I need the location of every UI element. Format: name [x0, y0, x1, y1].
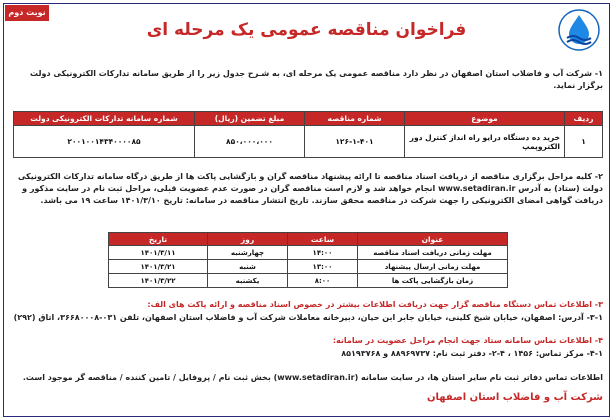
cell-date: ۱۴۰۱/۳/۲۱ — [109, 260, 208, 274]
cell-subject: خرید ده دستگاه درایو راه انداز کنترل دور الکتروپمپ — [405, 126, 565, 158]
tender-table — [13, 111, 603, 158]
cell-tender-number: ۱۲۶-۱-۴۰۱ — [305, 126, 405, 158]
contact-section-heading: ۳- اطلاعات تماس دستگاه مناقصه گزار جهت دریافت اطلاعات بیشتر در خصوص اسناد مناقصه و ارائه پاکت های الف: — [147, 300, 603, 309]
cell-title: مهلت زمانی ارسال پیشنهاد — [358, 260, 508, 274]
schedule-table — [108, 232, 508, 288]
table-row — [109, 246, 508, 260]
col-day: روز — [208, 233, 288, 246]
col-row: ردیف — [565, 112, 603, 126]
cell-title: مهلت زمانی دریافت اسناد مناقصه — [358, 246, 508, 260]
cell-day: چهارشنبه — [208, 246, 288, 260]
intro-paragraph: ۱- شرکت آب و فاضلاب استان اصفهان در نظر دارد مناقصه عمومی یک مرحله ای، به شـرح جدول زیر را از طریق سامانه تدارکات الکترونیکی دولت برگزار نماید. — [30, 69, 603, 90]
setad-contact-numbers: ۴-۱- مرکز تماس: ۱۴۵۶ ، ۴-۲- دفتر ثبت نام: ۸۸۹۶۹۷۳۷ و ۸۵۱۹۳۷۶۸ — [341, 349, 603, 358]
col-date: تاریخ — [109, 233, 208, 246]
col-subject: موضوع — [405, 112, 565, 126]
col-title: عنوان — [358, 233, 508, 246]
cell-setad-number: ۲۰۰۱۰۰۱۴۳۴۰۰۰۰۸۵ — [14, 126, 195, 158]
procedure-paragraph: ۲- کلیه مراحل برگزاری مناقصه از دریافت اسناد مناقصه تا ارائه پیشنهاد مناقصه گران و بازگشایی پاکت ها از طریق درگاه سامانه تدارکات الکترونیکی دولت (ستاد) به آدرس www.setadiran.ir انجام خواهد شد و لازم است مناقصه گران در صورت عدم عضویت قبلی، مراحل ثبت نام در سایت مذکور و دریافت گواهی امضای الکترونیکی را جهت شرکت در مناقصه محقق سازند. تاریخ انتشار مناقصه در سامانه: تاریخ ۱۴۰۱/۳/۱۰ ساعت ۱۹ می باشد. — [17, 172, 603, 205]
cell-hour: ۸:۰۰ — [288, 274, 358, 288]
company-signature: شرکت آب و فاضلاب استان اصفهان — [427, 392, 603, 403]
cell-date: ۱۴۰۱/۳/۱۱ — [109, 246, 208, 260]
col-setad-number: شماره سامانه تدارکات الکترونیکی دولت — [14, 112, 195, 126]
schedule-table-header — [109, 233, 508, 246]
notice-round-badge: نوبت دوم — [5, 5, 49, 21]
water-company-logo-icon — [557, 8, 601, 52]
table-row — [14, 126, 603, 158]
setad-contact-heading: ۴- اطلاعات تماس سامانه ستاد جهت انجام مراحل عضویت در سامانه: — [332, 336, 603, 345]
table-row — [109, 274, 508, 288]
cell-date: ۱۴۰۱/۳/۲۲ — [109, 274, 208, 288]
contact-address: ۳-۱- آدرس: اصفهان، خیابان شیخ کلینی، خیابان جابر ابن حیان، دبیرخانه معاملات شرکت آب و فاضلاب استان اصفهان، تلفن ۰۳۱-۳۶۶۸۰۰۰۸، اتاق (۲۹۲) — [13, 313, 603, 322]
page-title: فراخوان مناقصه عمومی یک مرحله ای — [146, 20, 467, 40]
col-guarantee: مبلغ تضمین (ریال) — [195, 112, 305, 126]
col-hour: ساعت — [288, 233, 358, 246]
tender-table-header — [14, 112, 603, 126]
cell-guarantee: ۸۵۰،۰۰۰،۰۰۰ — [195, 126, 305, 158]
cell-hour: ۱۳:۰۰ — [288, 260, 358, 274]
setad-offices-info: اطلاعات تماس دفاتر ثبت نام سایر استان ها، در سایت سامانه (www.setadiran.ir) بخش ثبت نام / پروفایل / تامین کننده / مناقصه گر موجود است. — [22, 373, 603, 382]
cell-day: یکشنبه — [208, 274, 288, 288]
cell-row: ۱ — [565, 126, 603, 158]
cell-title: زمان بازگشایی پاکت ها — [358, 274, 508, 288]
cell-hour: ۱۴:۰۰ — [288, 246, 358, 260]
cell-day: شنبه — [208, 260, 288, 274]
table-row — [109, 260, 508, 274]
col-tender-number: شماره مناقصه — [305, 112, 405, 126]
